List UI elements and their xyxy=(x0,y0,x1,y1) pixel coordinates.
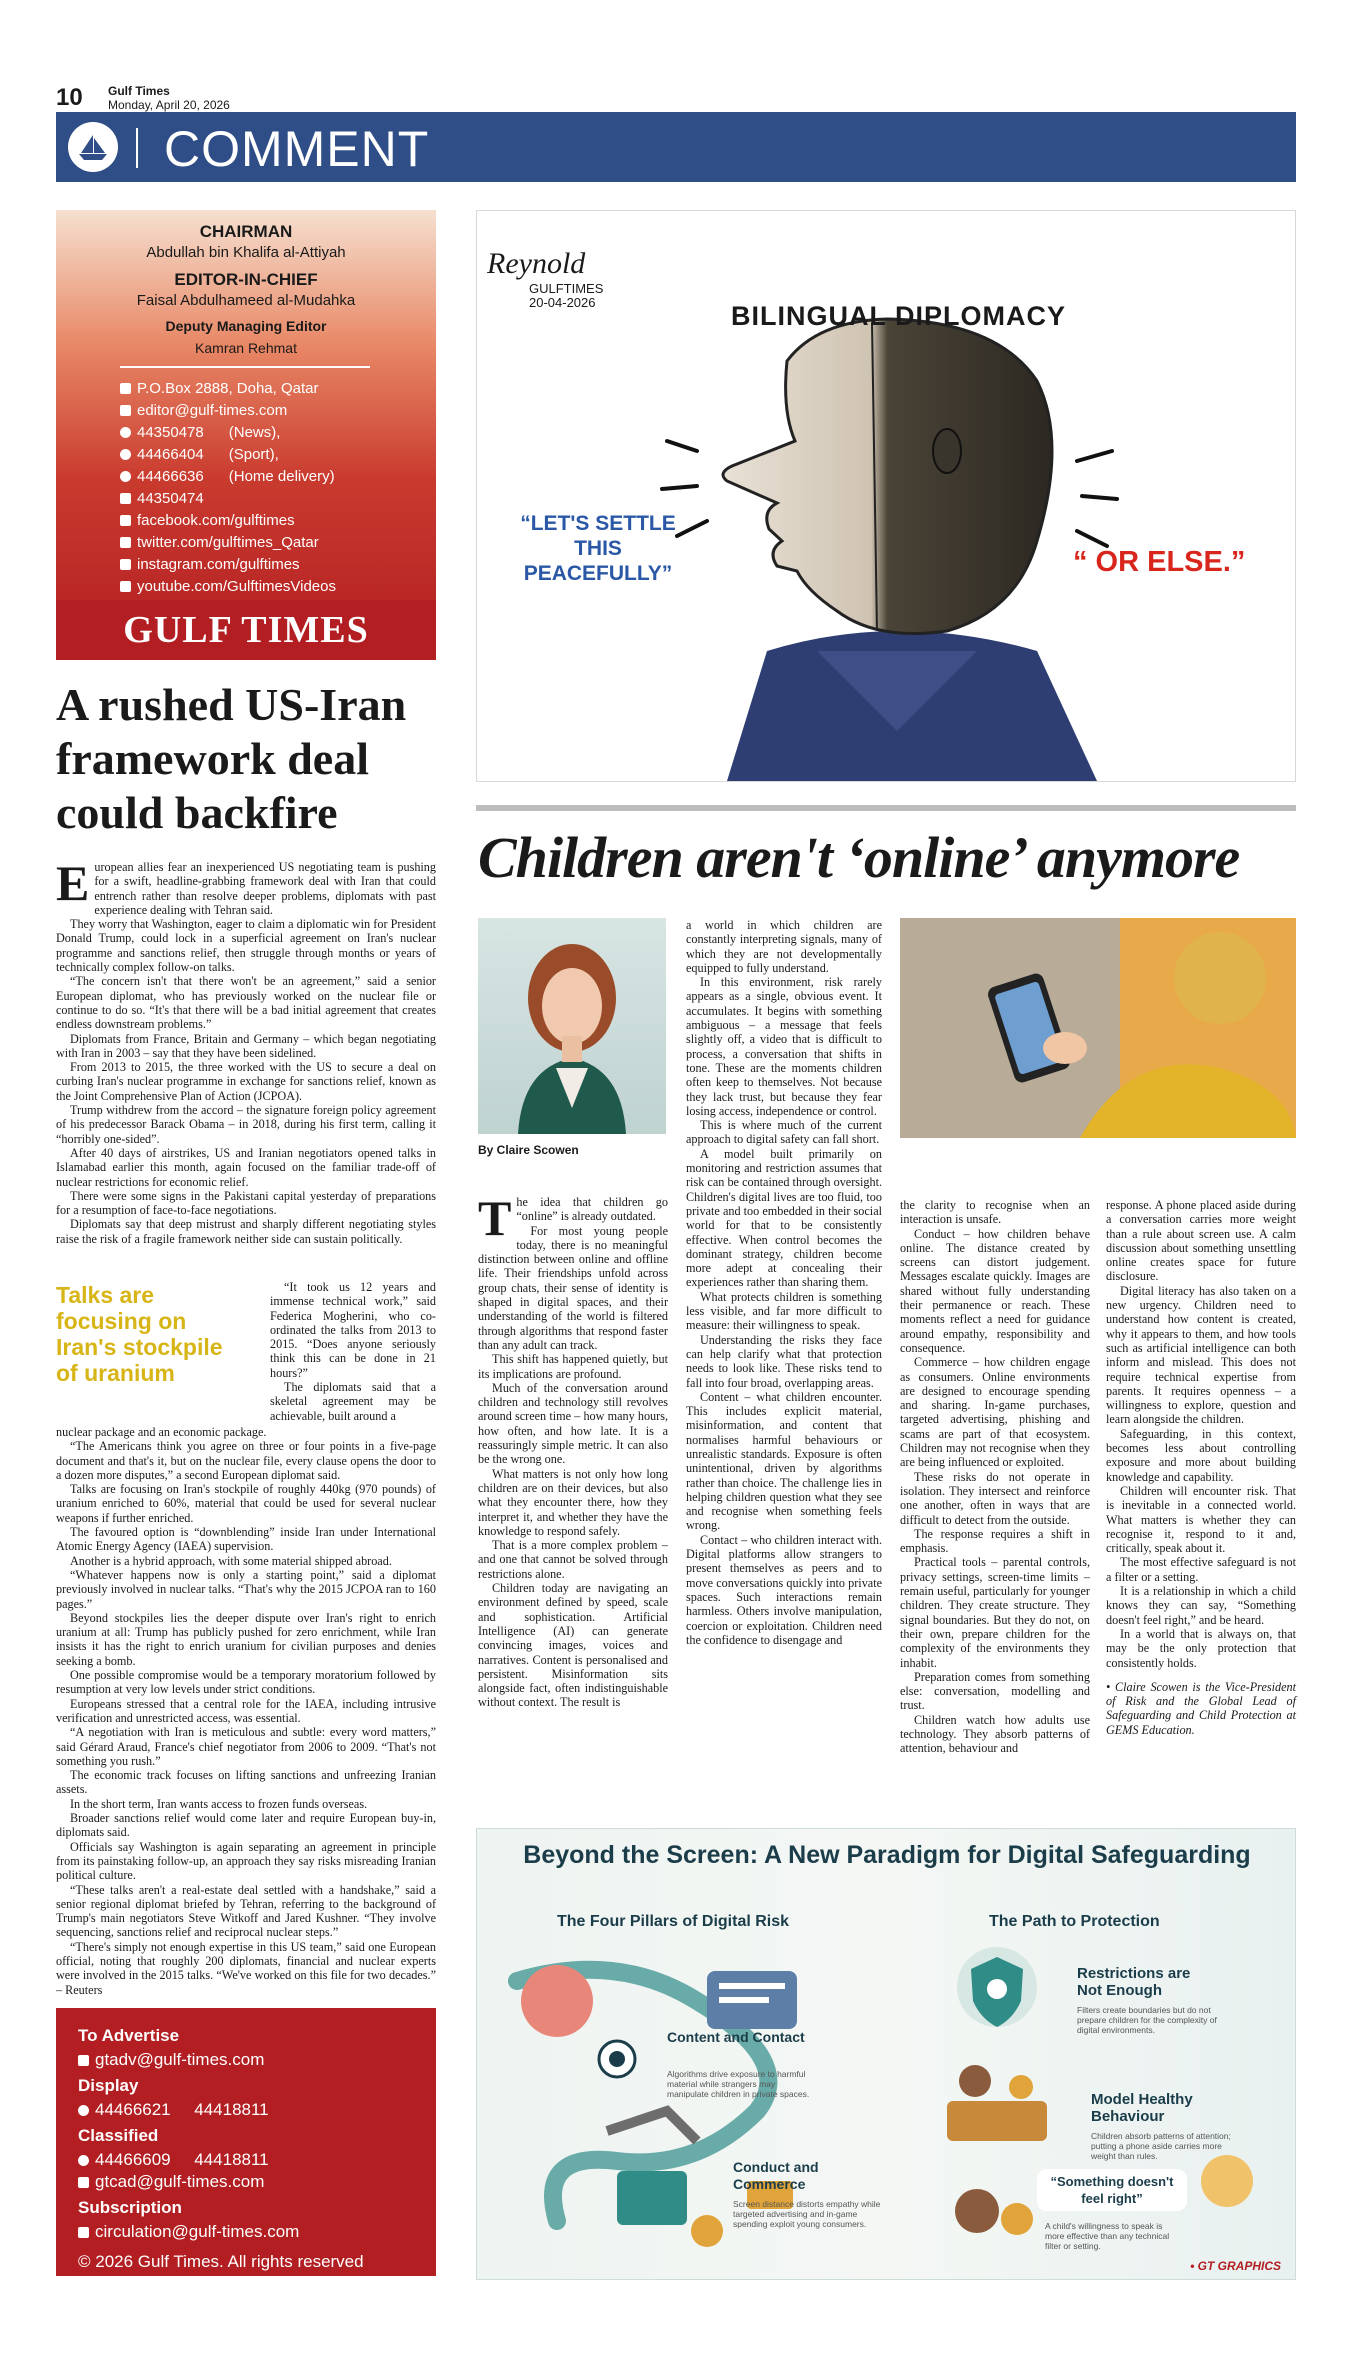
phone-icon xyxy=(78,2155,89,2166)
paragraph: For most young people today, there is no meaningful distinction between online and offline life. Their friendships unfold across group chats, their sense of identity is shaped in digital spaces, and their understanding of the world is filtered through algorithms that respond faster than any adult can track. xyxy=(478,1223,668,1352)
pillar-content-contact-title: Content and Contact xyxy=(667,2029,805,2045)
divider xyxy=(120,366,370,368)
paragraph: Children will encounter risk. That is inevitable in a connected world. What matters is whether they can recognise it, respond to it and, critically, speak about it. xyxy=(1106,1483,1296,1556)
paragraph: “The Americans think you agree on three or four points in a five-page document and that's it, but on the nuclear file, every clause opens the door to a dozen more disputes,” a second European diplomat said. xyxy=(56,1439,436,1482)
paragraph: What protects children is something less visible, and far more difficult to measure: their willingness to speak. xyxy=(686,1289,882,1333)
paragraph: Safeguarding, in this context, becomes less about controlling exposure and more about building knowledge and capability. xyxy=(1106,1426,1296,1484)
paragraph: Broader sanctions relief would come later and require European buy-in, diplomats said. xyxy=(56,1811,436,1840)
path-model-behaviour-text: Children absorb patterns of attention; putting a phone aside carries more weight than rules. xyxy=(1091,2131,1231,2161)
contact-instagram[interactable] xyxy=(120,556,300,573)
dme-name: Kamran Rehmat xyxy=(195,340,297,356)
pillar-conduct-commerce-text: Screen distance distorts empathy while targeted advertising and in-game spending exploit young consumers. xyxy=(733,2199,881,2229)
email-icon xyxy=(120,405,131,416)
phone-icon xyxy=(120,449,131,460)
paragraph: Officials say Washington is again separating an agreement in principle from its painstaking follow-up, an approach they say risks misreading Iranian political culture. xyxy=(56,1839,436,1883)
contact-text: 44350478 (News), xyxy=(137,424,281,441)
cartoon-date: 20-04-2026 xyxy=(529,295,596,310)
paragraph: This is where much of the current approach to digital safety can fall short. xyxy=(686,1118,882,1147)
eic-name: Faisal Abdulhameed al-Mudahka xyxy=(136,292,356,309)
paragraph: The response requires a shift in emphasis. xyxy=(900,1526,1090,1556)
contact-twitter[interactable] xyxy=(120,534,319,551)
pull-quote: Talks are focusing on Iran's stockpile of uranium xyxy=(56,1282,223,1386)
mail-icon xyxy=(120,383,131,394)
path-speak-text: A child's willingness to speak is more effective than any technical filter or setting. xyxy=(1045,2221,1170,2251)
contact-text: twitter.com/gulftimes_Qatar xyxy=(137,534,319,551)
cartoon-illustration xyxy=(477,211,1295,781)
dropcap: E xyxy=(56,855,90,911)
advertise-box xyxy=(56,2008,436,2276)
paragraph: “The concern isn't that there won't be an agreement,” said a senior European diplomat, who has previously worked on the nuclear file or continue to do so. “It's that there will be a bad initial agreement that creates endless downstream problems.” xyxy=(56,974,436,1032)
display-label: Display xyxy=(78,2076,139,2095)
paragraph: A model built primarily on monitoring and restriction assumes that risk can be contained through oversight. Children's digital lives are too fluid, too private and too embedded in their social world for that to be consistently effective. When control becomes the dominant strategy, children become more adept at concealing their experiences rather than sharing them. xyxy=(686,1146,882,1290)
paragraph: This shift has happened quietly, but its implications are profound. xyxy=(478,1352,668,1381)
right-headline: Children aren't ‘online’ anymore xyxy=(478,825,1240,890)
child-with-phone-photo xyxy=(900,918,1296,1138)
paragraph: These risks do not operate in isolation. They intersect and reinforce one another, often in ways that are difficult to detect from the outside. xyxy=(900,1469,1090,1527)
contact-text: 44466636 (Home delivery) xyxy=(137,468,335,485)
section-title: COMMENT xyxy=(164,121,430,177)
paragraph: What matters is not only how long children are on their devices, but also what they encounter there, how they interpret it, and whether they have the knowledge to respond safely. xyxy=(478,1466,668,1538)
paragraph: Diplomats from France, Britain and Germany – which began negotiating with Iran in 2003 – say that they have been sidelined. xyxy=(56,1031,436,1060)
contact-text: facebook.com/gulftimes xyxy=(137,512,295,529)
paragraph: Much of the conversation around children and technology still revolves around screen time – how many hours, how often, and how late. It is a reassuringly simple metric. It can also be the wrong one. xyxy=(478,1380,668,1467)
right-article-col-2 xyxy=(686,918,882,1647)
paragraph: Understanding the risks they face can help clarify what that protection needs to look like. These risks tend to fall into four broad, overlapping areas. xyxy=(686,1332,882,1390)
paragraph: the clarity to recognise when an interaction is unsafe. xyxy=(900,1198,1090,1227)
paragraph: The most effective safeguard is not a filter or a setting. xyxy=(1106,1555,1296,1584)
paragraph: That is a more complex problem – and one that cannot be solved through restrictions alone. xyxy=(478,1538,668,1581)
byline: By Claire Scowen xyxy=(478,1143,579,1157)
paragraph: Practical tools – parental controls, privacy settings, screen-time limits – remain useful, particularly for younger children. They create structure. They signal boundaries. But they do not, on their own, prepare children for the complexity of the environments they inhabit. xyxy=(900,1555,1090,1670)
path-restrictions-text: Filters create boundaries but do not prepare children for the complexity of digital environments. xyxy=(1077,2005,1217,2035)
paragraph: he idea that children go “online” is already outdated. xyxy=(516,1195,668,1224)
author-photo xyxy=(478,918,666,1134)
dhow-logo-icon xyxy=(68,122,118,172)
cartoon-speech-right: “ OR ELSE.” xyxy=(1073,546,1246,578)
paragraph: “Whatever happens now is only a starting point,” said a diplomat previously involved in nuclear talks. “That's why the 2015 JCPOA ran to 160 pages.” xyxy=(56,1567,436,1611)
email-icon xyxy=(78,2055,89,2066)
contact-email[interactable] xyxy=(120,402,287,419)
paragraph: Trump withdrew from the accord – the signature foreign policy agreement of his predecessor Barack Obama – in 2018, during his first term, calling it “horribly one-sided”. xyxy=(56,1103,436,1146)
dropcap: T xyxy=(478,1190,512,1246)
contact-text: 44350474 xyxy=(137,490,204,507)
paragraph: a world in which children are constantly interpreting signals, many of which they are not developmentally equipped to fully understand. xyxy=(686,918,882,975)
paragraph: Another is a hybrid approach, with some material shipped abroad. xyxy=(70,1553,392,1568)
left-article-side-text xyxy=(270,1280,436,1423)
infographic-left-title: The Four Pillars of Digital Risk xyxy=(557,1913,790,1930)
publication-date: Monday, April 20, 2026 xyxy=(108,98,230,112)
copyright: © 2026 Gulf Times. All rights reserved xyxy=(78,2252,364,2271)
chairman-name: Abdullah bin Khalifa al-Attiyah xyxy=(146,244,346,261)
x-icon xyxy=(120,537,131,548)
paragraph: Digital literacy has also taken on a new urgency. Children need to understand how content is created, why it appears to them, and how tools such as artificial intelligence can both inform and mislead. This does not require technical expertise from parents. It requires openness – a willingness to explore, question and learn alongside the children. xyxy=(1106,1283,1296,1427)
path-model-behaviour-title: Model Healthy Behaviour xyxy=(1091,2091,1193,2125)
paragraph: In the short term, Iran wants access to frozen funds overseas. xyxy=(70,1796,368,1811)
infographic-title: Beyond the Screen: A New Paradigm for Digital Safeguarding xyxy=(523,1841,1251,1869)
paragraph: Children today are navigating an environment defined by speed, scale and sophistication. Artificial Intelligence (AI) can generate convincing images, voices and narratives. Content is personalised and persistent. Misinformation sits alongside fact, often indistinguishable without context. The result is xyxy=(478,1581,668,1710)
paragraph: They worry that Washington, eager to claim a diplomatic win for President Donald Trump, could lock in a superficial agreement on Iran's nuclear programme and sanctions relief, then struggle through months or years of technically complex follow-on talks. xyxy=(56,917,436,975)
paragraph: From 2013 to 2015, the three worked with the US to secure a deal on curbing Iran's nuclear programme in exchange for sanctions relief, known as the Joint Comprehensive Plan of Action (JCPOA). xyxy=(56,1060,436,1103)
left-article-body-1 xyxy=(56,855,436,1246)
paragraph: Talks are focusing on Iran's stockpile of roughly 440kg (970 pounds) of uranium enriched to 60%, material that could be used for several nuclear weapons if further enriched. xyxy=(56,1482,436,1525)
contact-text: P.O.Box 2888, Doha, Qatar xyxy=(137,380,319,397)
paragraph: Content – what children encounter. This includes explicit material, misinformation, and content that normalises harmful behaviours or unrealistic standards. Exposure is often unintentional, driven by algorithms rather than choice. The challenge lies in helping children question what they see and recognise when something feels wrong. xyxy=(686,1389,882,1533)
left-article-body-2 xyxy=(56,1425,436,1997)
phone-icon xyxy=(120,471,131,482)
section-banner xyxy=(56,112,1296,182)
cartoon-speech-left: “LET'S SETTLE THIS PEACEFULLY” xyxy=(520,512,676,585)
paragraph: Diplomats say that deep mistrust and sharply different negotiating styles raise the risk of a fragile framework neither side can sustain politically. xyxy=(56,1217,436,1246)
phone-icon xyxy=(78,2105,89,2116)
paragraph: There were some signs in the Pakistani capital yesterday of preparations for a resumption of face-to-face negotiations. xyxy=(56,1188,436,1218)
youtube-icon xyxy=(120,581,131,592)
paragraph: Europeans stressed that a central role for the IAEA, including intrusive verification and unrestricted access, was essential. xyxy=(56,1696,436,1725)
cartoonist-signature: Reynold xyxy=(487,247,586,280)
email-icon xyxy=(78,2177,89,2188)
paragraph: Conduct – how children behave online. The distance created by screens can distort judgement. Messages escalate quickly. Images are shared without fully understanding their permanence or reach. These moments reflect a need for guidance around empathy, responsibility and consequence. xyxy=(900,1226,1090,1355)
contact-address xyxy=(120,380,319,397)
contact-text: youtube.com/GulftimesVideos xyxy=(137,578,336,595)
paragraph: response. A phone placed aside during a conversation carries more weight than a rule about screen use. A calm discussion about something unsettling online creates space for future disclosure. xyxy=(1106,1198,1296,1284)
contact-phone-news xyxy=(120,424,280,441)
advertise-email[interactable] xyxy=(78,2050,264,2070)
path-restrictions-title: Restrictions are Not Enough xyxy=(1077,1965,1191,1999)
contact-fax xyxy=(120,490,204,507)
paragraph: “It took us 12 years and immense technical work,” said Federica Mogherini, who co-ordinated the talks from 2013 to 2015. “Does anyone seriously think this can be done in 21 hours?” xyxy=(270,1280,436,1380)
ad-text: circulation@gulf-times.com xyxy=(95,2222,300,2241)
divider xyxy=(476,805,1296,811)
ad-text: gtadv@gulf-times.com xyxy=(95,2050,265,2069)
paragraph: The diplomats said that a skeletal agreement may be achievable, built around a xyxy=(270,1380,436,1423)
paragraph: Commerce – how children engage as consumers. Online environments are designed to encourage spending and sharing. In-game purchases, targeted advertising, phishing and scams are part of that ecosystem. Children may not recognise when they are being influenced or exploited. xyxy=(900,1355,1090,1470)
ad-text: 44466621 44418811 xyxy=(95,2100,269,2119)
paragraph: After 40 days of airstrikes, US and Iranian negotiators opened talks in Islamabad earlier this month, again focused on the familiar trade-off of nuclear restrictions for economic relief. xyxy=(56,1145,436,1189)
paragraph: It is a relationship in which a child knows they can say, “Something doesn't feel right,” and be heard. xyxy=(1106,1584,1296,1627)
classified-phones xyxy=(78,2150,269,2170)
paragraph: One possible compromise would be a temporary moratorium followed by resumption at very low levels under strict conditions. xyxy=(56,1668,436,1697)
paragraph: “There's simply not enough expertise in this US team,” said one European official, noting that roughly 200 diplomats, financial and nuclear experts were involved in the 2015 talks. “We've worked on this file for two decades.” – Reuters xyxy=(56,1939,436,1997)
paragraph: uropean allies fear an inexperienced US negotiating team is pushing for a swift, headline-grabbing framework deal with Iran that could entrench rather than resolve deeper problems, diplomats with past experience dealing with Tehran said. xyxy=(94,860,436,917)
paragraph: nuclear package and an economic package. xyxy=(56,1425,267,1439)
chairman-label: CHAIRMAN xyxy=(199,222,293,241)
banner-divider xyxy=(136,128,138,168)
paragraph: Children watch how adults use technology. They absorb patterns of attention, behaviour and xyxy=(900,1712,1090,1756)
paragraph: The favoured option is “downblending” inside Iran under International Atomic Energy Agency (IAEA) supervision. xyxy=(56,1525,436,1554)
advertise-label: To Advertise xyxy=(78,2026,180,2045)
fax-icon xyxy=(120,493,131,504)
instagram-icon xyxy=(120,559,131,570)
author-bio: • Claire Scowen is the Vice-President of Risk and the Global Lead of Safeguarding and Child Protection at GEMS Education. xyxy=(1106,1679,1296,1737)
contact-text: editor@gulf-times.com xyxy=(137,402,288,419)
facebook-icon xyxy=(120,515,131,526)
paragraph: “A negotiation with Iran is meticulous and subtle: every word matters,” said Gérard Araud, France's chief negotiator from 2006 to 2009. “That's not something you rush.” xyxy=(56,1725,436,1768)
publication-name: Gulf Times xyxy=(108,84,170,98)
ad-text: gtcad@gulf-times.com xyxy=(95,2172,265,2191)
gulf-times-logo: GULF TIMES xyxy=(56,600,436,660)
phone-icon xyxy=(120,427,131,438)
right-article-col-3 xyxy=(900,1198,1090,1756)
contact-text: 44466404 (Sport), xyxy=(137,446,279,463)
classified-email[interactable] xyxy=(78,2172,264,2192)
subscription-label: Subscription xyxy=(78,2198,182,2217)
display-phones xyxy=(78,2100,269,2120)
dme-label: Deputy Managing Editor xyxy=(165,318,327,334)
paragraph: “These talks aren't a real-estate deal settled with a handshake,” said a senior regional diplomat briefed by Tehran, referring to the background of Trump's main negotiators Steve Witkoff and Jared Kushner. “They involve sequencing, sanctions relief and reciprocal nuclear steps.” xyxy=(56,1882,436,1940)
paragraph: Beyond stockpiles lies the deeper dispute over Iran's right to enrich uranium at all: Trump has publicly pushed for zero enrichment, while Iran insists it has the right to enrich uranium for civilian purposes and denies seeking a bomb. xyxy=(56,1610,436,1668)
safeguarding-infographic xyxy=(476,1828,1296,2280)
paragraph: Contact – who children interact with. Digital platforms allow strangers to present themselves as peers and to move conversations quickly into private spaces. Such interactions remain harmless. Others involve manipulation, coercion or exploitation. Children need the confidence to disengage and xyxy=(686,1532,882,1647)
left-headline: A rushed US-Iran framework deal could backfire xyxy=(56,679,407,838)
paragraph: The economic track focuses on lifting sanctions and unfreezing Iranian assets. xyxy=(56,1768,436,1797)
editorial-cartoon xyxy=(476,210,1296,782)
paragraph: Preparation comes from something else: conversation, modelling and trust. xyxy=(900,1669,1090,1713)
paragraph: In this environment, risk rarely appears as a single, obvious event. It accumulates. It begins with something ambiguous – a message that feels slightly off, a video that is difficult to process, a conversation that shifts in tone. These are the moments children often keep to themselves. Not because they lack trust, but because they fear losing access, independence or control. xyxy=(686,975,882,1118)
graphics-credit: • GT GRAPHICS xyxy=(1190,2259,1281,2273)
cartoon-title: BILINGUAL DIPLOMACY xyxy=(731,301,1066,331)
contact-text: instagram.com/gulftimes xyxy=(137,556,300,573)
pillar-content-contact-text: Algorithms drive exposure to harmful material while strangers may manipulate children in private spaces. xyxy=(667,2069,810,2099)
subscription-email[interactable] xyxy=(78,2222,299,2242)
paragraph: In a world that is always on, that may be the only protection that consistently holds. xyxy=(1106,1626,1296,1670)
right-article-col-4 xyxy=(1106,1198,1296,1737)
contact-youtube[interactable] xyxy=(120,578,336,595)
staff-box xyxy=(56,210,436,660)
email-icon xyxy=(78,2227,89,2238)
classified-label: Classified xyxy=(78,2126,159,2145)
path-speak-title: “Something doesn't feel right” xyxy=(1037,2169,1187,2211)
infographic-right-title: The Path to Protection xyxy=(989,1913,1160,1930)
eic-label: EDITOR-IN-CHIEF xyxy=(174,270,318,289)
contact-phone-delivery xyxy=(120,468,335,485)
page-number: 10 xyxy=(56,84,83,111)
contact-facebook[interactable] xyxy=(120,512,295,529)
ad-text: 44466609 44418811 xyxy=(95,2150,269,2169)
right-article-col-1 xyxy=(478,1190,668,1710)
cartoon-signature-sub: GULFTIMES xyxy=(529,281,604,296)
contact-phone-sport xyxy=(120,446,279,463)
pillar-conduct-commerce-title: Conduct and Commerce xyxy=(733,2159,819,2192)
